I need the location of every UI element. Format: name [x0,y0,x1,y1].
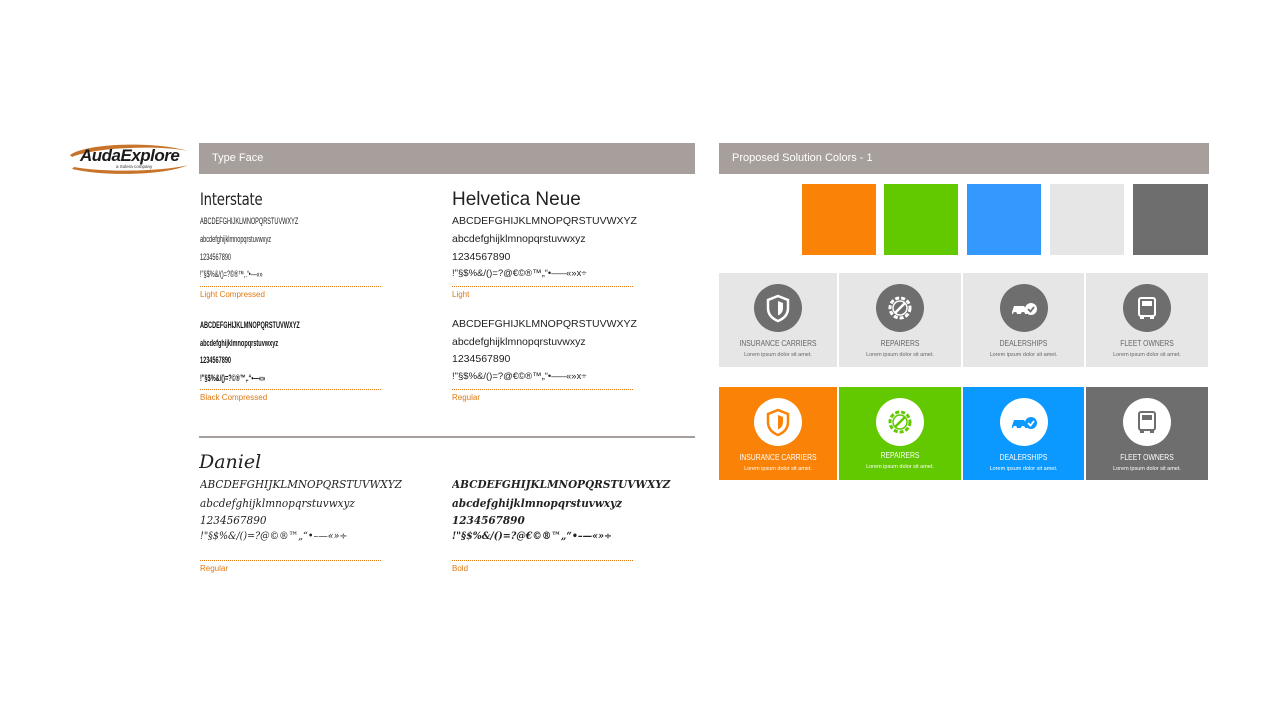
tile-title: INSURANCE CARRIERS [739,339,817,348]
tile-repairers-gray [839,273,961,367]
tile-insurance-carriers-color [719,387,837,480]
daniel-regular-upper: ABCDEFGHIJKLMNOPQRSTUVWXYZ [200,478,402,491]
swatch-light-gray [1050,184,1124,255]
shield-icon [754,398,802,446]
daniel-bold-digits: 1234567890 [452,514,525,527]
daniel-regular-lower: abcdefghijklmnopqrstuvwxyz [200,497,355,510]
interstate-light-symbols: !"§$%&/()=?©®™,.“•—«» [200,269,263,279]
tile-title: FLEET OWNERS [1120,453,1174,462]
swatch-dark-gray [1133,184,1208,255]
colors-header: Proposed Solution Colors - 1 [719,143,1209,174]
daniel-bold-symbols: !"§$%&/()=?@€©®™„“•–—«»÷ [452,531,612,542]
car-check-icon [1000,284,1048,332]
truck-icon [1123,398,1171,446]
daniel-regular-digits: 1234567890 [200,514,267,527]
tile-description: Lorem ipsum dolor sit amet. [1113,466,1181,472]
tile-title: INSURANCE CARRIERS [739,453,817,462]
wrench-gear-icon [876,398,924,446]
swatch-orange [802,184,876,255]
tile-title: REPAIRERS [880,339,920,348]
interstate-black-caption: Black Compressed [200,389,381,403]
logo-tagline: a Solera company [116,164,153,169]
tile-insurance-carriers-gray [719,273,837,367]
truck-icon [1123,284,1171,332]
helvetica-regular-caption: Regular [452,389,633,403]
tile-description: Lorem ipsum dolor sit amet. [866,464,934,470]
tile-description: Lorem ipsum dolor sit amet. [744,466,812,472]
helvetica-regular-digits: 1234567890 [452,353,511,365]
swatch-green [884,184,958,255]
helvetica-light-symbols: !"§$%&/()=?@€©®™„“•–—«»x÷ [452,268,587,279]
swatch-blue [967,184,1041,255]
interstate-light-digits: 1234567890 [200,252,232,262]
tile-description: Lorem ipsum dolor sit amet. [866,352,934,358]
daniel-regular-caption: Regular [200,560,381,574]
section-divider [199,436,695,438]
helvetica-regular-upper: ABCDEFGHIJKLMNOPQRSTUVWXYZ [452,318,637,330]
daniel-regular-symbols: !"§$%&/()=?@©®™„“•–—«»÷ [200,531,348,542]
tile-description: Lorem ipsum dolor sit amet. [989,466,1058,472]
daniel-bold-caption: Bold [452,560,633,574]
tile-dealerships-gray [963,273,1084,367]
tile-dealerships-color [963,387,1084,480]
helvetica-light-upper: ABCDEFGHIJKLMNOPQRSTUVWXYZ [452,215,637,227]
interstate-black-upper: ABCDEFGHIJKLMNOPQRSTUVWXYZ [200,320,300,330]
interstate-font-name: Interstate [200,190,263,210]
helvetica-regular-symbols: !"§$%&/()=?@€©®™„“•–—«»x÷ [452,371,587,382]
helvetica-light-caption: Light [452,286,633,300]
car-check-icon [1000,398,1048,446]
daniel-bold-lower: abcdefghijklmnopqrstuvwxyz [452,497,623,510]
tile-title: DEALERSHIPS [999,339,1048,348]
shield-icon [754,284,802,332]
tile-repairers-color [839,387,961,480]
tile-title: DEALERSHIPS [999,453,1048,462]
interstate-light-caption: Light Compressed [200,286,381,300]
tile-description: Lorem ipsum dolor sit amet. [989,352,1058,358]
logo-wordmark: AudaExplore [80,146,180,165]
tile-fleet-owners-gray [1086,273,1208,367]
tile-description: Lorem ipsum dolor sit amet. [744,352,812,358]
helvetica-light-lower: abcdefghijklmnopqrstuvwxyz [452,233,586,245]
tile-description: Lorem ipsum dolor sit amet. [1113,352,1181,358]
interstate-black-lower: abcdefghijklmnopqrstuvwxyz [200,338,279,348]
helvetica-regular-lower: abcdefghijklmnopqrstuvwxyz [452,336,586,348]
interstate-light-upper: ABCDEFGHIJKLMNOPQRSTUVWXYZ [200,216,299,226]
interstate-light-lower: abcdefghijklmnopqrstuvwxyz [200,234,272,244]
wrench-gear-icon [876,284,924,332]
helvetica-light-digits: 1234567890 [452,251,511,263]
daniel-font-name: Daniel [199,451,262,473]
tile-title: FLEET OWNERS [1120,339,1174,348]
interstate-black-symbols: !"§$%&/()=?©®™,.“•—«» [200,373,266,383]
tile-fleet-owners-color [1086,387,1208,480]
typeface-header: Type Face [199,143,695,174]
audaexplore-logo [66,141,192,177]
tile-title: REPAIRERS [880,451,920,460]
helvetica-font-name: Helvetica Neue [452,189,581,210]
daniel-bold-upper: ABCDEFGHIJKLMNOPQRSTUVWXYZ [452,478,671,491]
interstate-black-digits: 1234567890 [200,355,232,365]
